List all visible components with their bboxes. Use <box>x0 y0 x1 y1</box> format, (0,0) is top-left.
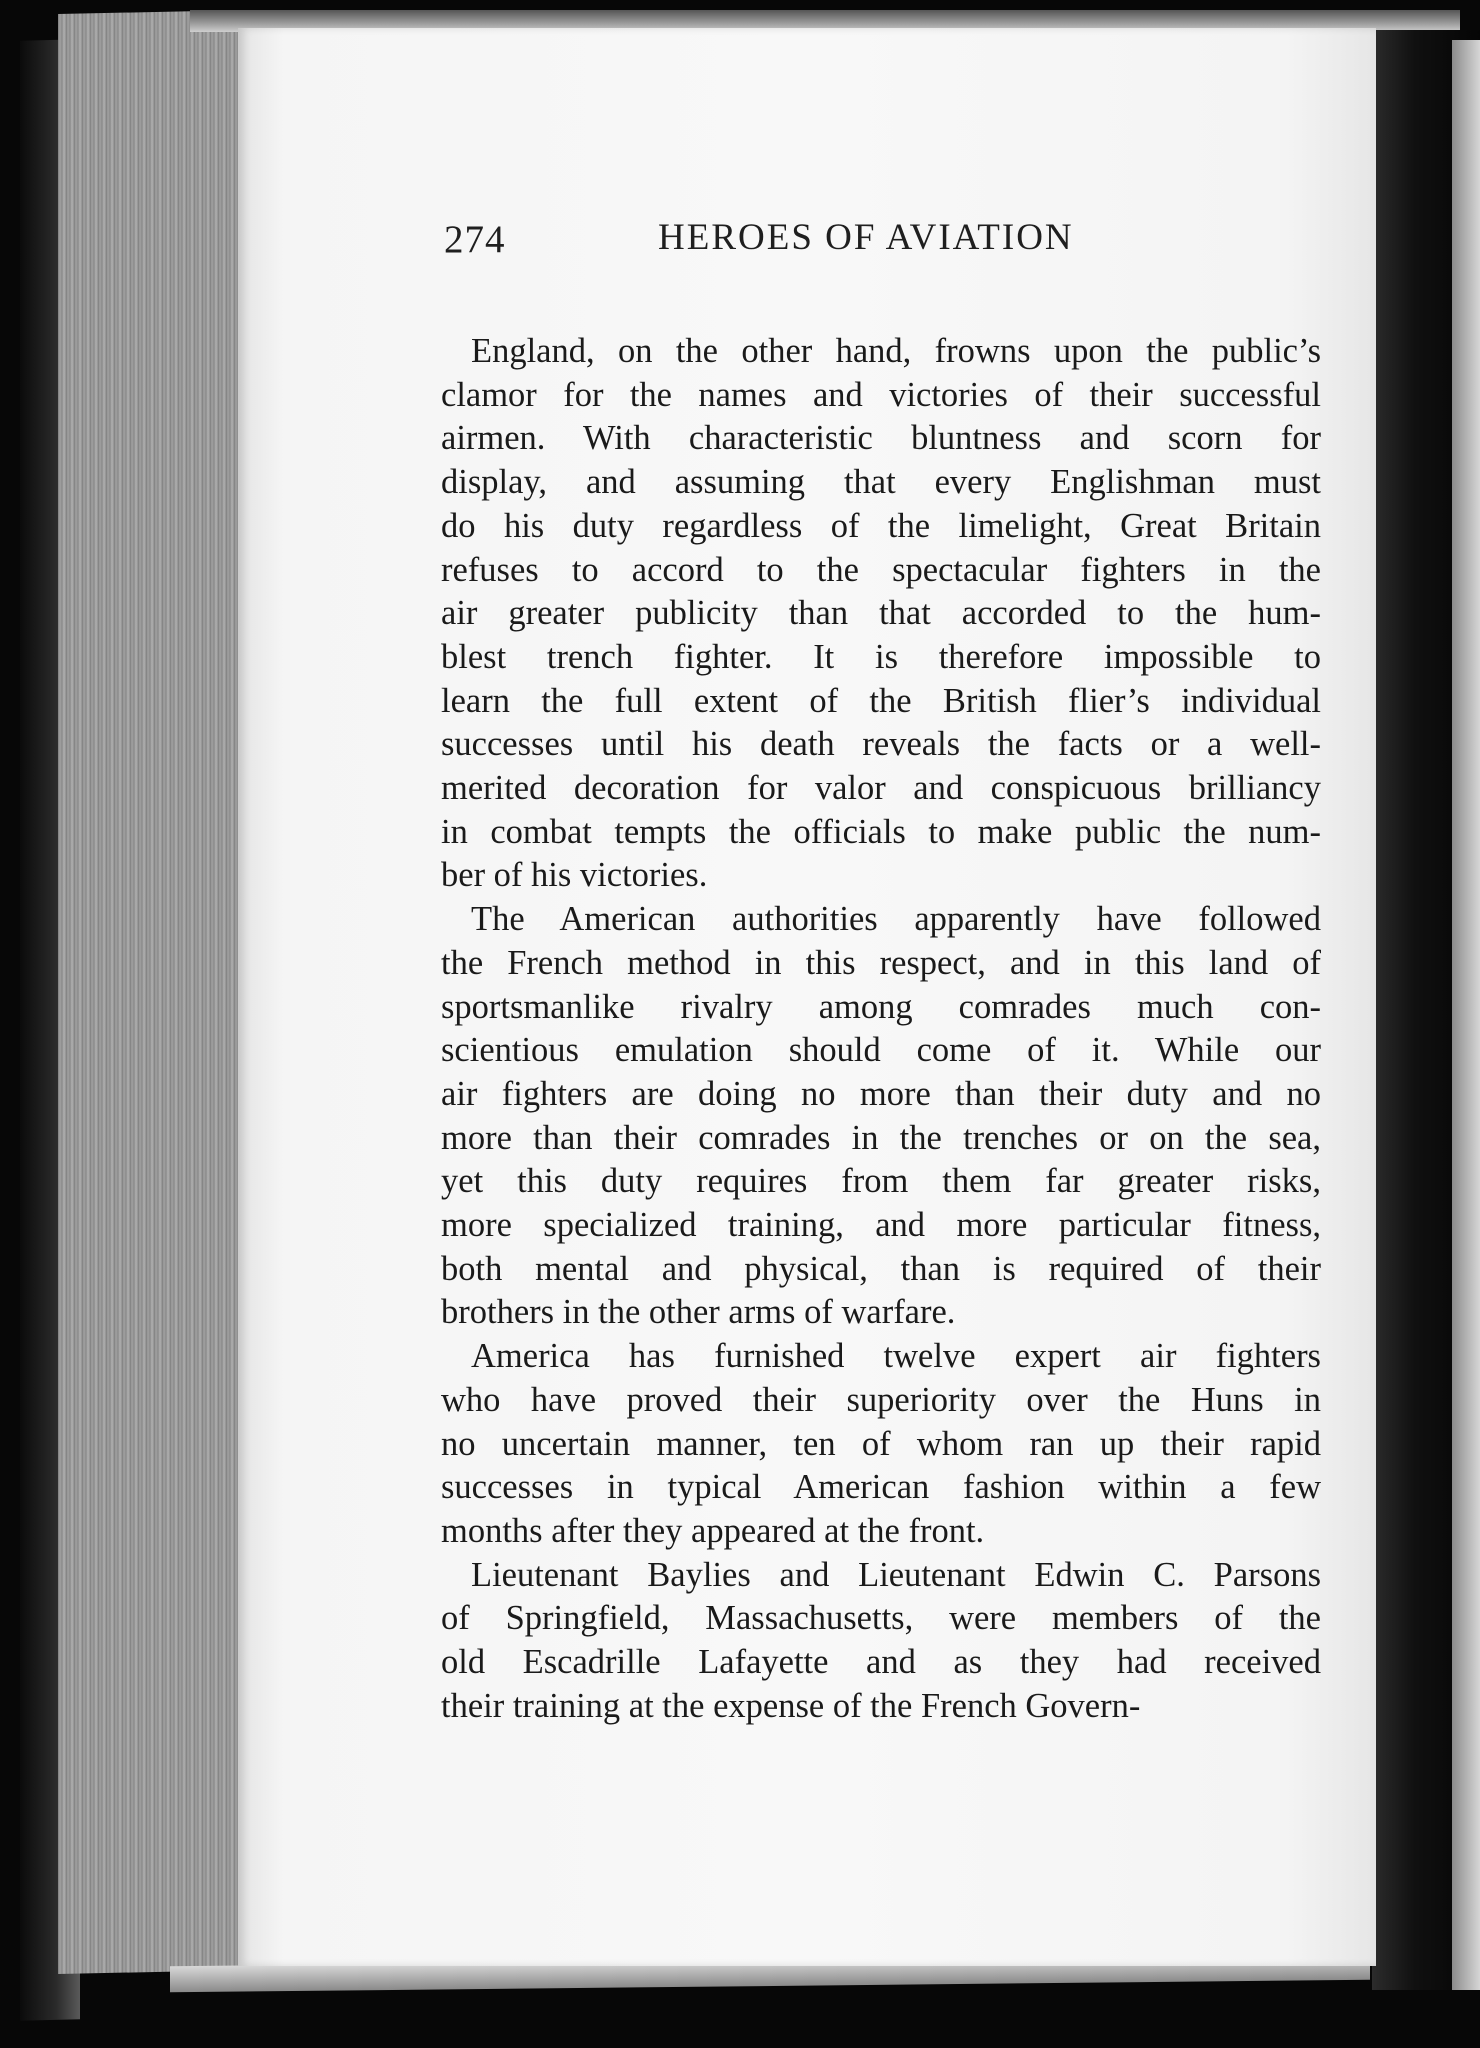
running-head <box>444 208 1324 268</box>
paragraph <box>441 1335 1321 1554</box>
text-line: brothers in the other arms of warfare. <box>441 1293 956 1332</box>
text-line: more specialized training, and more particular fitness, <box>441 1206 1321 1245</box>
text-line: Lieutenant Baylies and Lieutenant Edwin C. Parsons <box>471 1555 1321 1594</box>
paragraph <box>441 330 1321 898</box>
paragraph <box>441 1554 1321 1729</box>
text-line: their training at the expense of the French Govern- <box>441 1686 1141 1725</box>
text-line: in combat tempts the officials to make public the num- <box>441 812 1321 851</box>
text-line: air greater publicity than that accorded to the hum- <box>441 594 1321 633</box>
text-line: display, and assuming that every Englishman must <box>441 463 1321 502</box>
text-line: ber of his victories. <box>441 856 708 895</box>
paragraph <box>441 898 1321 1335</box>
body-text <box>441 330 1321 1729</box>
text-line: America has furnished twelve expert air fighters <box>471 1337 1321 1376</box>
text-line: old Escadrille Lafayette and as they had received <box>441 1643 1321 1682</box>
text-line: sportsmanlike rivalry among comrades much con- <box>441 987 1321 1026</box>
text-line: England, on the other hand, frowns upon the public’s <box>471 332 1321 370</box>
text-line: the French method in this respect, and in this land of <box>441 943 1321 982</box>
text-line: clamor for the names and victories of their successful <box>441 375 1321 414</box>
text-line: no uncertain manner, ten of whom ran up their rapid <box>441 1424 1321 1463</box>
text-line: yet this duty requires from them far greater risks, <box>441 1162 1321 1201</box>
facing-page-edge <box>1452 40 1480 1990</box>
text-line: who have proved their superiority over the Huns in <box>441 1380 1321 1419</box>
text-line: merited decoration for valor and conspicuous brilliancy <box>441 769 1321 808</box>
book-title: HEROES OF AVIATION <box>658 217 1074 258</box>
text-line: of Springfield, Massachusetts, were members of the <box>441 1599 1321 1638</box>
text-line: learn the full extent of the British flier’s individual <box>441 681 1321 720</box>
text-line: months after they appeared at the front. <box>441 1511 985 1550</box>
text-line: refuses to accord to the spectacular fighters in the <box>441 550 1321 589</box>
text-line: both mental and physical, than is required of their <box>441 1249 1321 1288</box>
text-line: do his duty regardless of the limelight, Great Britain <box>441 506 1321 545</box>
text-line: air fighters are doing no more than their duty and no <box>441 1074 1321 1113</box>
text-line: successes until his death reveals the facts or a well- <box>441 725 1321 764</box>
book-page <box>238 28 1376 1966</box>
text-line: more than their comrades in the trenches or on the sea, <box>441 1118 1321 1157</box>
text-line: The American authorities apparently have followed <box>471 900 1321 939</box>
text-line: successes in typical American fashion within a few <box>441 1468 1321 1507</box>
page-number: 274 <box>444 218 506 261</box>
text-line: blest trench fighter. It is therefore impossible to <box>441 637 1321 676</box>
text-line: airmen. With characteristic bluntness and scorn for <box>441 419 1321 458</box>
page-edges-left <box>58 10 251 1974</box>
text-line: scientious emulation should come of it. While our <box>441 1031 1321 1070</box>
